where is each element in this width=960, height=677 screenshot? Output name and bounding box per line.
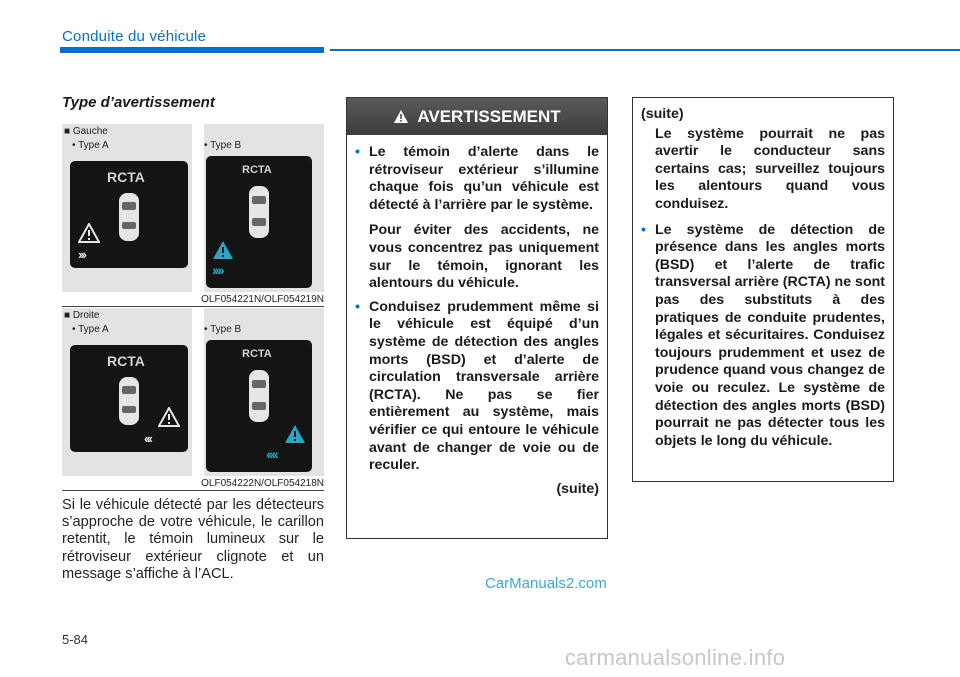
section-title: Conduite du véhicule — [62, 28, 207, 45]
continued-box — [632, 97, 894, 482]
rcta-text: RCTA — [242, 164, 272, 176]
page-number: 5-84 — [62, 632, 89, 647]
watermark-carmanualsonline: carmanualsonline.info — [565, 645, 786, 670]
continued-suite-label: (suite) — [641, 106, 684, 122]
figure-ref-left: OLF054221N/OLF054219N — [201, 294, 324, 305]
warning-header — [347, 98, 607, 135]
figure-ref-line-right — [62, 490, 324, 491]
figure-gap-left — [192, 124, 204, 292]
figure-ref-line-left — [62, 306, 324, 307]
warning-triangle-icon — [284, 424, 306, 444]
mirror-display-right-type-b — [206, 340, 312, 472]
rcta-text: RCTA — [107, 353, 145, 369]
car-icon — [116, 375, 142, 427]
figure-ref-right: OLF054222N/OLF054218N — [201, 478, 324, 489]
figure-label-droite: ■ Droite — [64, 310, 100, 321]
warning-bullet-1-text: Le témoin d’alerte dans le rétroviseur extérieur s’illumine chaque fois qu’un véhicule est détecté à l’arrière par le système. — [369, 144, 599, 213]
warning-title: AVERTISSEMENT — [417, 106, 561, 126]
subheading: Type d’avertissement — [62, 94, 215, 111]
figure-label-gauche: ■ Gauche — [64, 126, 108, 137]
warning-triangle-icon — [78, 223, 100, 243]
warning-suite: (suite) — [556, 480, 599, 497]
warning-bullet-1-cont: Pour éviter des accidents, ne vous concentrez pas uniquement sur le témoin, ignorant les alentours du véhicule. — [369, 222, 599, 292]
warning-bullet-2 — [347, 299, 599, 475]
chevrons-right-icon: ›››› — [212, 262, 223, 278]
bullet-dot: • — [355, 144, 360, 160]
header-rule-thick — [60, 47, 324, 53]
warning-bullet-2-text: Conduisez prudemment même si le véhicule est équipé d’un système de détection des angles morts (BSD) et d’alerte de circulation transversale arrière (RCTA). Ne pas se fier entièrement au système, mais vérifier ce qui entoure le véhicule avant de changer de voie ou de reculer. — [369, 298, 599, 474]
bullet-dot: • — [355, 298, 360, 315]
chevrons-left-icon: ‹‹‹‹ — [266, 446, 277, 462]
chevrons-right-icon: ››› — [78, 247, 85, 262]
mirror-display-right-type-a — [70, 345, 188, 452]
type-a-label-right: • Type A — [72, 324, 109, 335]
rcta-text: RCTA — [107, 169, 145, 185]
car-icon — [246, 368, 272, 424]
type-a-label-left: • Type A — [72, 140, 109, 151]
mirror-display-left-type-a — [70, 161, 188, 268]
type-b-label-left: • Type B — [204, 140, 242, 151]
type-b-label-right: • Type B — [204, 324, 242, 335]
header-rule-thin — [330, 49, 960, 51]
warning-triangle-icon — [212, 240, 234, 260]
continued-paragraph: Le système pourrait ne pas avertir le conducteur sans certains cas; surveillez toujours les alentours quand vous conduisez. — [655, 125, 885, 212]
warning-triangle-icon — [158, 407, 180, 427]
figure-gap-right — [192, 308, 204, 476]
mirror-display-left-type-b — [206, 156, 312, 288]
warning-bullet-1 — [347, 144, 599, 214]
warning-box — [346, 97, 608, 539]
car-icon — [116, 191, 142, 243]
warning-triangle-icon — [393, 109, 409, 124]
watermark-carmanuals2: CarManuals2.com — [485, 575, 607, 592]
continued-bullet-text: Le système de détection de présence dans les angles morts (BSD) et l’alerte de trafic transversal arrière (RCTA) ne sont pas des substituts à des pratiques de conduite prudentes, légales et sécuritaires. Conduisez toujours prudemment et usez de prudence quand vous changez de voie ou reculez. Le système de détection des angles morts (BSD) pourrait ne pas détecter tous les objets le long du véhicule. — [655, 221, 885, 449]
body-paragraph: Si le véhicule détecté par les détecteurs s’approche de votre véhicule, le carillon retentit, le témoin lumineux sur le rétroviseur extérieur clignote et un message s’affiche à l’ACL. — [62, 497, 324, 582]
car-icon — [246, 184, 272, 240]
continued-content — [641, 106, 885, 450]
rcta-text: RCTA — [242, 348, 272, 360]
bullet-dot: • — [641, 221, 646, 238]
continued-bullet — [641, 222, 885, 451]
chevrons-left-icon: ‹‹‹ — [144, 431, 151, 446]
warning-content — [347, 144, 599, 498]
